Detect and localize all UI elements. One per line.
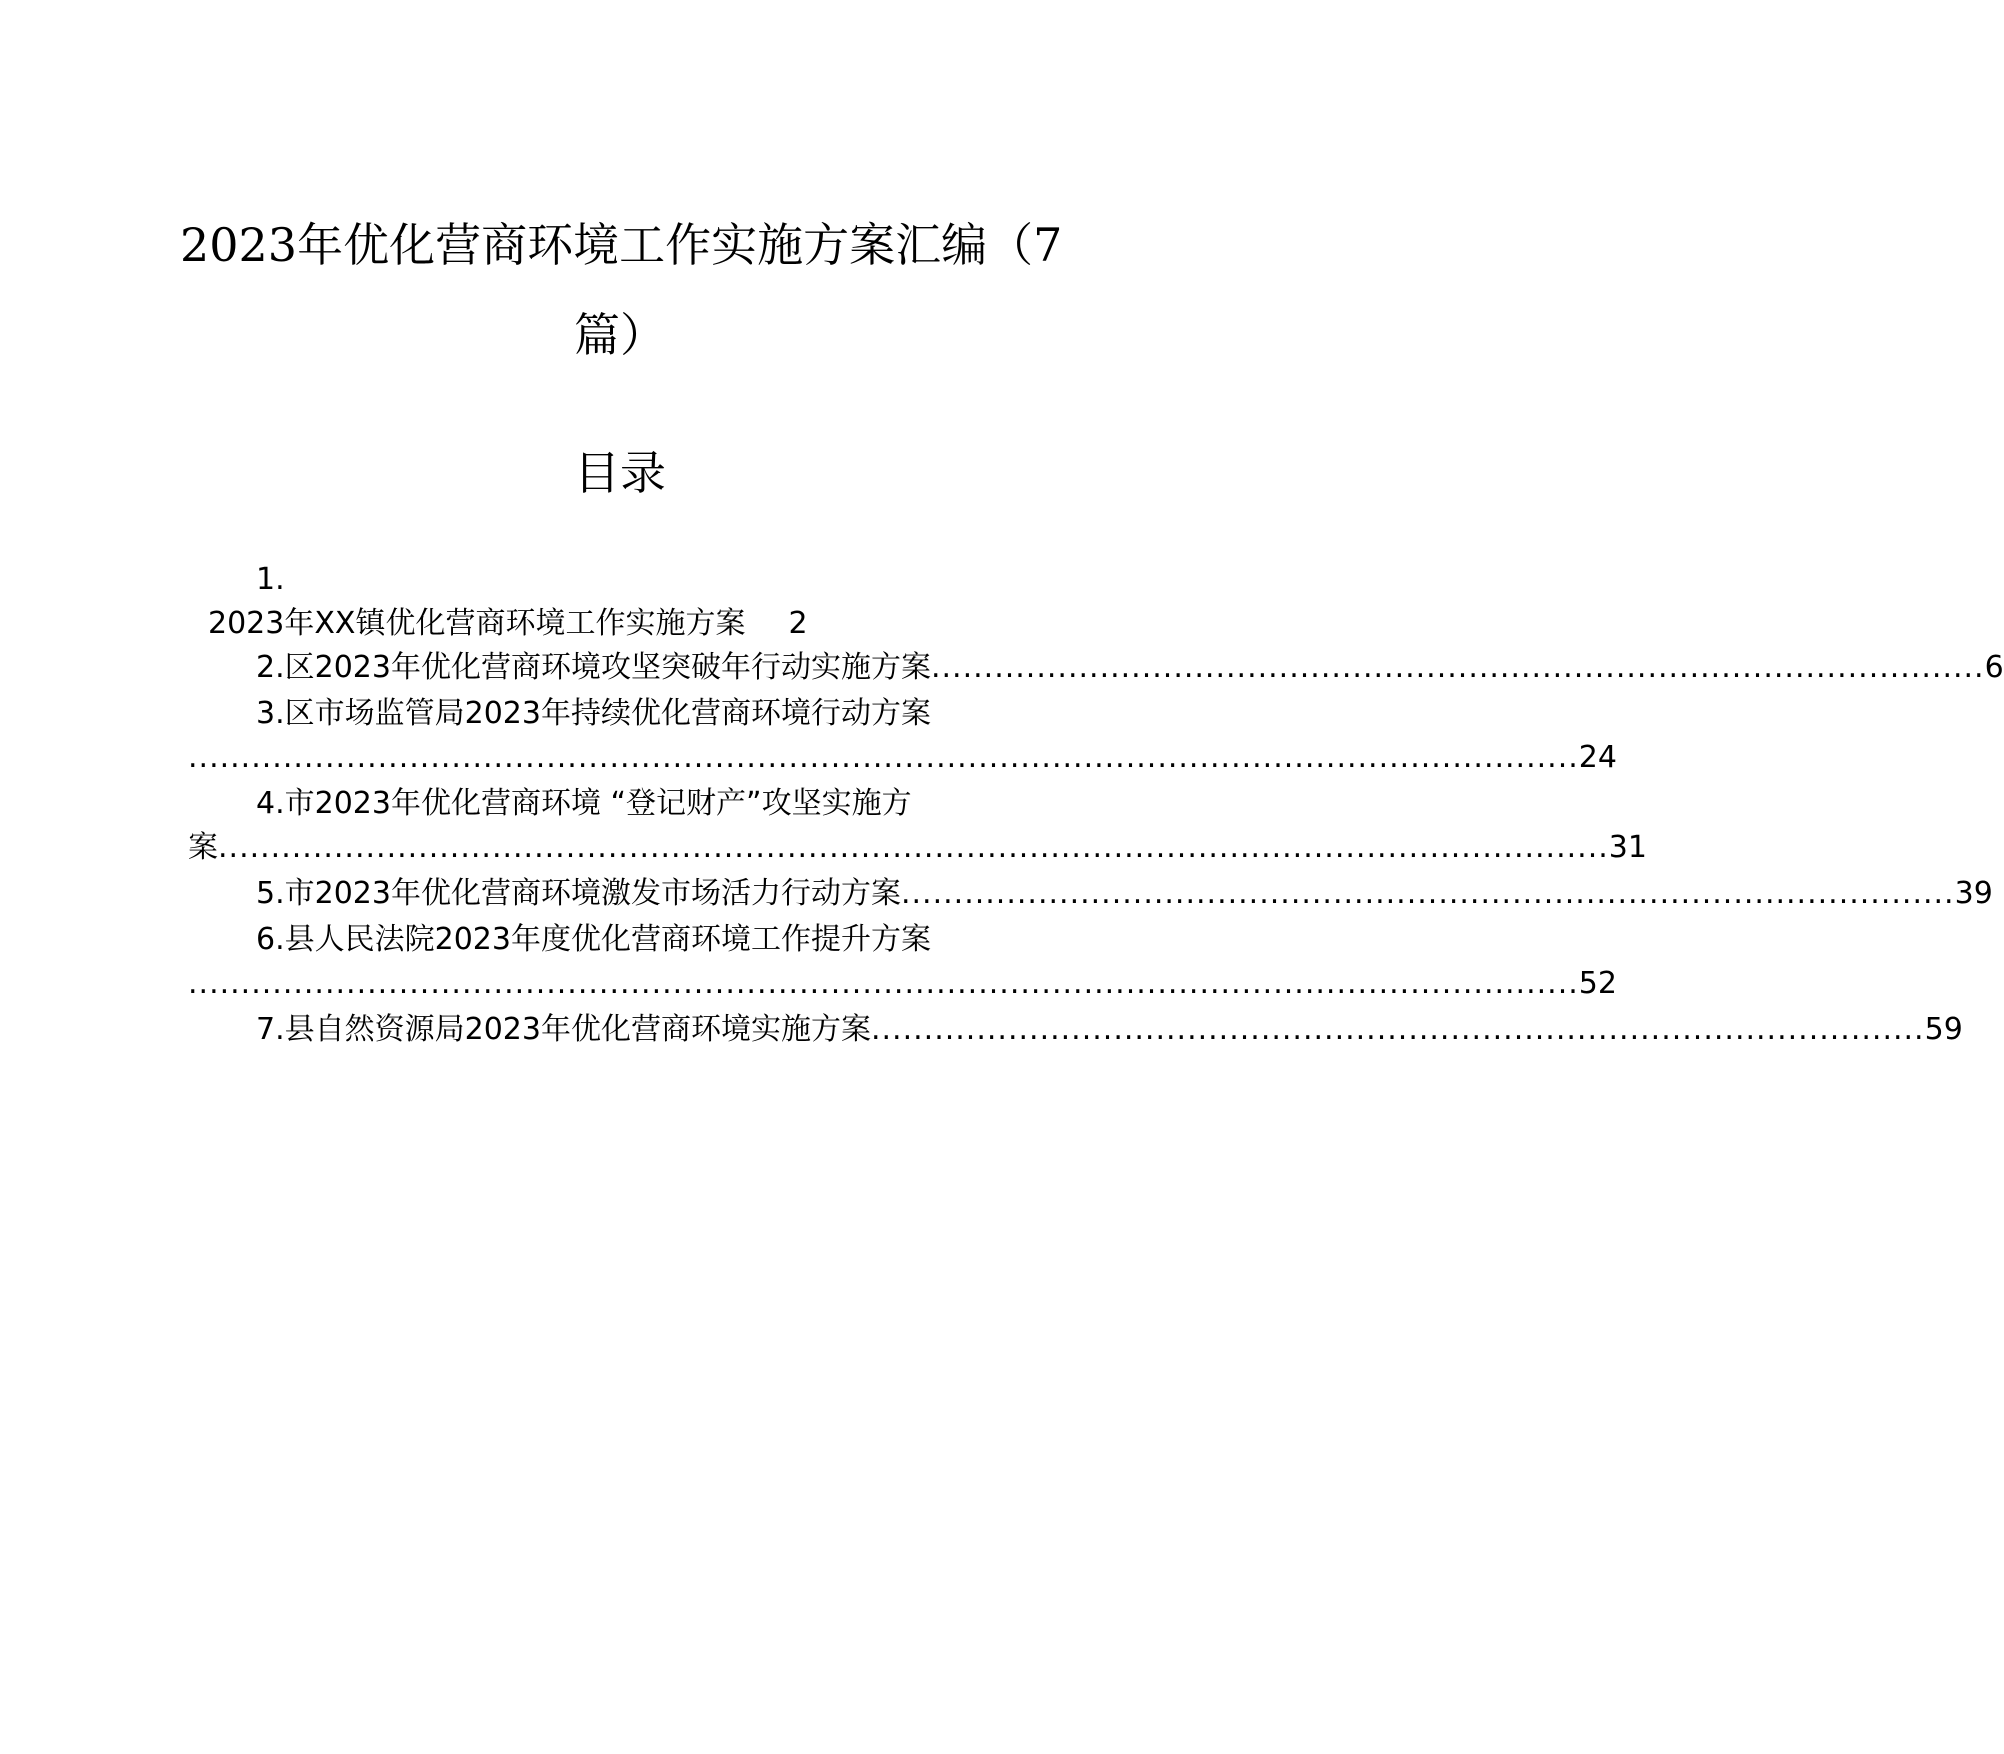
toc-entry-5-leader: .................................................................................................... — [900, 876, 1955, 911]
toc-entry-6-leader-line[interactable] — [188, 962, 1617, 1006]
document-title-line-2: 篇） — [574, 308, 666, 362]
toc-entry-6-text-line[interactable] — [188, 918, 1048, 962]
toc-entry-3-leader-line[interactable] — [188, 736, 1617, 780]
toc-entry-5-page: 39 — [1954, 876, 1993, 911]
toc-entry-7-text: 7.县自然资源局2023年优化营商环境实施方案 — [256, 1012, 871, 1047]
toc-entry-3-text: 3.区市场监管局2023年持续优化营商环境行动方案 — [256, 696, 931, 731]
toc-entry-5-text: 5.市2023年优化营商环境激发市场活力行动方案 — [256, 876, 901, 911]
toc-entry-7-page: 59 — [1924, 1012, 1963, 1047]
toc-entry-6-page: 52 — [1578, 966, 1617, 1001]
document-title-line-1: 2023年优化营商环境工作实施方案汇编（7 — [180, 218, 1063, 272]
toc-entry-2[interactable] — [188, 646, 2004, 690]
toc-entry-1-page: 2 — [788, 606, 808, 641]
toc-entry-3-text-line[interactable] — [188, 692, 1048, 736]
toc-entry-6-leader: .................................................................................................................................... — [188, 966, 1579, 1001]
toc-entry-4-text-line[interactable] — [188, 782, 1048, 826]
toc-entry-2-text: 2.区2023年优化营商环境攻坚突破年行动实施方案 — [256, 650, 931, 685]
toc-heading: 目录 — [574, 446, 666, 500]
toc-entry-2-page: 6 — [1984, 650, 2004, 685]
toc-entry-1-title[interactable] — [208, 602, 808, 646]
toc-entry-4-text-cont: 案 — [188, 830, 218, 865]
toc-entry-4-text: 4.市2023年优化营商环境 “登记财产”攻坚实施方 — [256, 786, 912, 821]
toc-entry-2-leader: .................................................................................................... — [930, 650, 1985, 685]
toc-entry-7-leader: .................................................................................................... — [870, 1012, 1925, 1047]
toc-entry-6-text: 6.县人民法院2023年度优化营商环境工作提升方案 — [256, 922, 931, 957]
toc-entry-7[interactable] — [188, 1008, 1963, 1052]
toc-entry-4-leader: .................................................................................................................................... — [218, 830, 1609, 865]
toc-entry-4-leader-line[interactable] — [188, 826, 1647, 870]
toc-entry-4-page: 31 — [1608, 830, 1647, 865]
toc-entry-3-page: 24 — [1578, 740, 1617, 775]
toc-entry-5[interactable] — [188, 872, 1993, 916]
toc-entry-1-text: 2023年XX镇优化营商环境工作实施方案 — [208, 606, 746, 641]
toc-entry-1-number[interactable]: 1. — [256, 562, 285, 597]
toc-entry-3-leader: .................................................................................................................................... — [188, 740, 1579, 775]
